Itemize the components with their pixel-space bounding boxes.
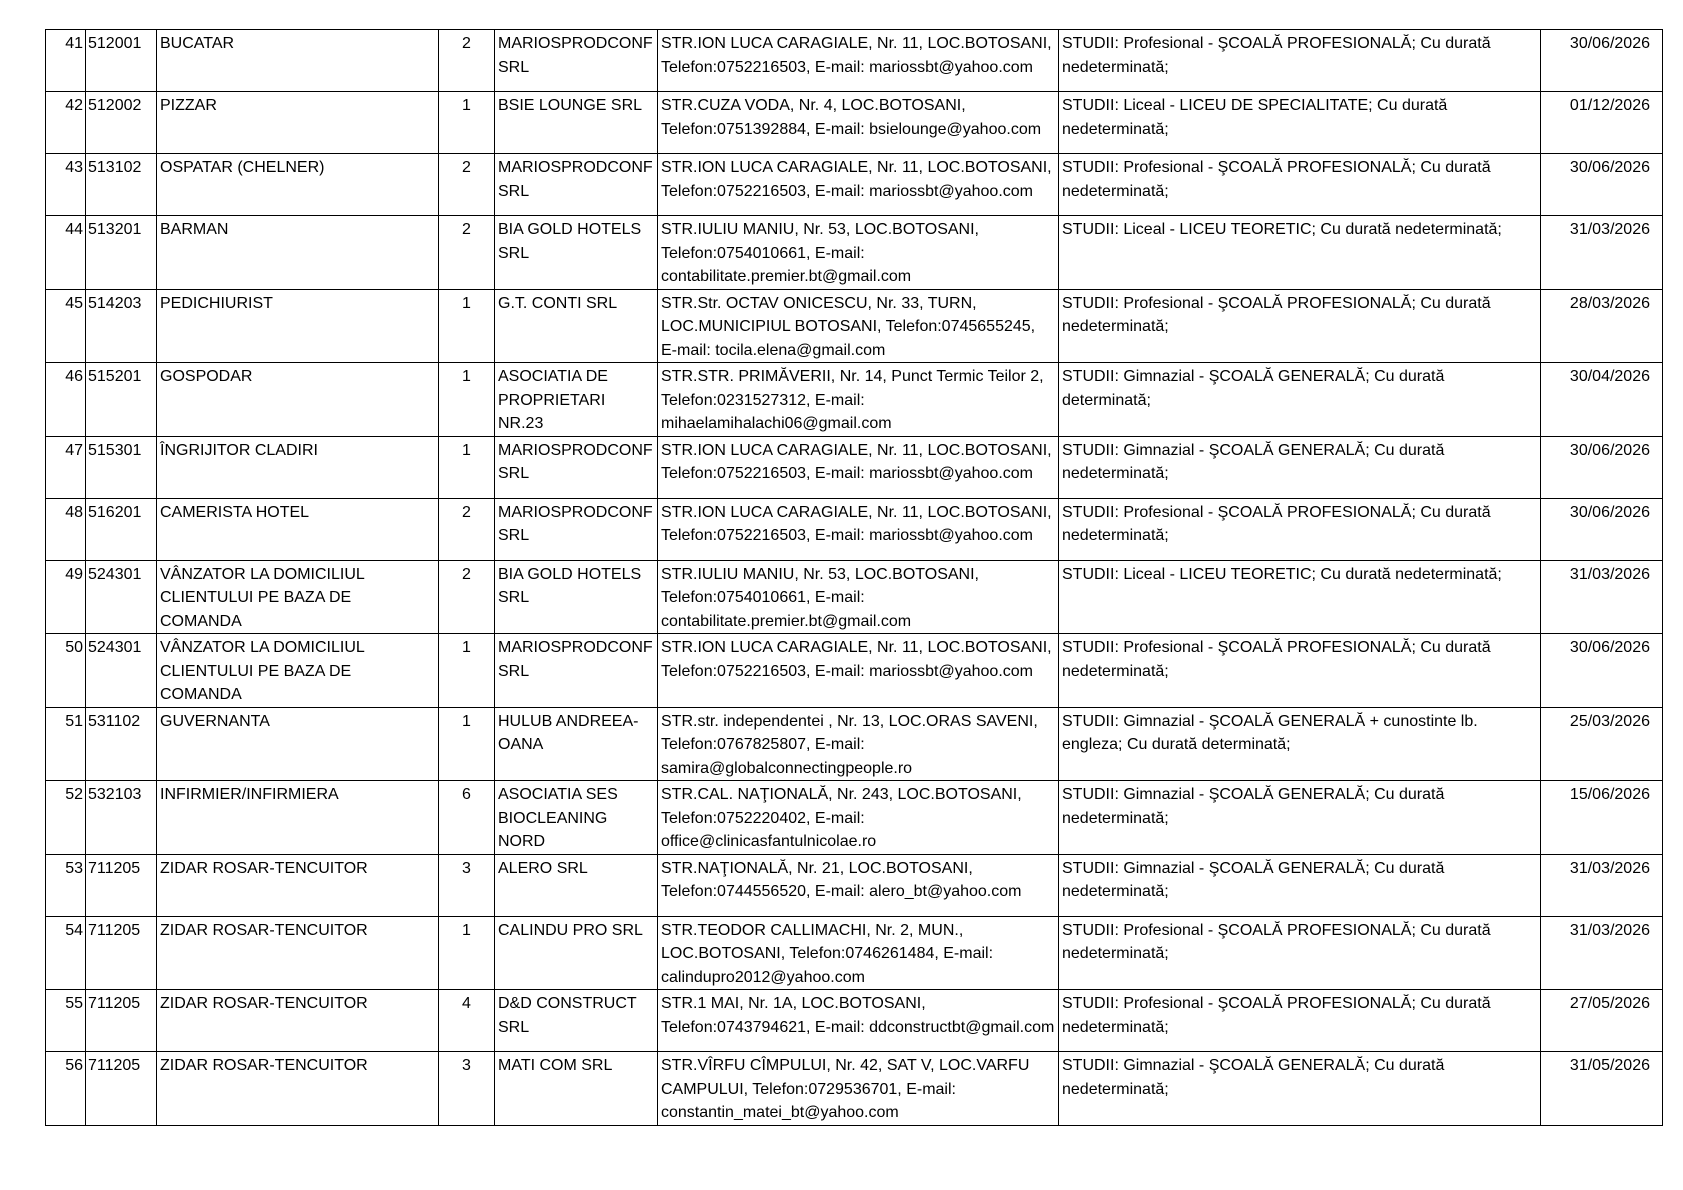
occupation-code: 513201 [86,216,157,290]
employer-contact: STR.ION LUCA CARAGIALE, Nr. 11, LOC.BOTOSANI, Telefon:0752216503, E-mail: mariossbt@yahoo.com [658,154,1059,216]
requirements: STUDII: Profesional - ŞCOALĂ PROFESIONALĂ; Cu durată nedeterminată; [1059,634,1541,708]
employer-name: MATI COM SRL [495,1052,658,1126]
occupation-name: ÎNGRIJITOR CLADIRI [157,436,439,498]
expiry-date: 31/03/2026 [1541,854,1663,916]
occupation-code: 711205 [86,1052,157,1126]
occupation-name: ZIDAR ROSAR-TENCUITOR [157,854,439,916]
row-number: 47 [46,436,86,498]
expiry-date: 30/06/2026 [1541,154,1663,216]
requirements: STUDII: Profesional - ŞCOALĂ PROFESIONALĂ; Cu durată nedeterminată; [1059,30,1541,92]
row-number: 49 [46,560,86,634]
employer-name: MARIOSPRODCONF SRL [495,30,658,92]
employer-name: MARIOSPRODCONF SRL [495,634,658,708]
row-number: 52 [46,781,86,855]
table-row [46,154,1663,216]
row-number: 46 [46,363,86,437]
expiry-date: 25/03/2026 [1541,707,1663,781]
table-row [46,634,1663,708]
occupation-name: OSPATAR (CHELNER) [157,154,439,216]
table-row [46,289,1663,363]
requirements: STUDII: Profesional - ŞCOALĂ PROFESIONALĂ; Cu durată nedeterminată; [1059,498,1541,560]
employer-contact: STR.CUZA VODA, Nr. 4, LOC.BOTOSANI, Telefon:0751392884, E-mail: bsielounge@yahoo.com [658,92,1059,154]
row-number: 51 [46,707,86,781]
row-number: 50 [46,634,86,708]
vacancy-count: 6 [439,781,495,855]
employer-contact: STR.ION LUCA CARAGIALE, Nr. 11, LOC.BOTOSANI, Telefon:0752216503, E-mail: mariossbt@yahoo.com [658,436,1059,498]
table-row [46,781,1663,855]
employer-contact: STR.STR. PRIMĂVERII, Nr. 14, Punct Termic Teilor 2, Telefon:0231527312, E-mail: mihaelamihalachi06@gmail.com [658,363,1059,437]
row-number: 45 [46,289,86,363]
table-row [46,707,1663,781]
requirements: STUDII: Profesional - ŞCOALĂ PROFESIONALĂ; Cu durată nedeterminată; [1059,289,1541,363]
vacancy-count: 1 [439,634,495,708]
occupation-name: ZIDAR ROSAR-TENCUITOR [157,990,439,1052]
occupation-code: 524301 [86,560,157,634]
requirements: STUDII: Gimnazial - ŞCOALĂ GENERALĂ + cunostinte lb. engleza; Cu durată determinată; [1059,707,1541,781]
occupation-code: 516201 [86,498,157,560]
requirements: STUDII: Profesional - ŞCOALĂ PROFESIONALĂ; Cu durată nedeterminată; [1059,916,1541,990]
employer-name: ASOCIATIA SES BIOCLEANING NORD [495,781,658,855]
row-number: 43 [46,154,86,216]
employer-contact: STR.ION LUCA CARAGIALE, Nr. 11, LOC.BOTOSANI, Telefon:0752216503, E-mail: mariossbt@yahoo.com [658,498,1059,560]
occupation-code: 711205 [86,854,157,916]
occupation-code: 711205 [86,916,157,990]
employer-contact: STR.IULIU MANIU, Nr. 53, LOC.BOTOSANI, Telefon:0754010661, E-mail: contabilitate.premier.bt@gmail.com [658,560,1059,634]
occupation-name: ZIDAR ROSAR-TENCUITOR [157,1052,439,1126]
row-number: 48 [46,498,86,560]
employer-name: HULUB ANDREEA-OANA [495,707,658,781]
requirements: STUDII: Gimnazial - ŞCOALĂ GENERALĂ; Cu durată nedeterminată; [1059,1052,1541,1126]
employer-contact: STR.Str. OCTAV ONICESCU, Nr. 33, TURN, LOC.MUNICIPIUL BOTOSANI, Telefon:0745655245, E-mail: tocila.elena@gmail.com [658,289,1059,363]
employer-contact: STR.CAL. NAŢIONALĂ, Nr. 243, LOC.BOTOSANI, Telefon:0752220402, E-mail: office@clinicasfantulnicolae.ro [658,781,1059,855]
employer-contact: STR.1 MAI, Nr. 1A, LOC.BOTOSANI, Telefon:0743794621, E-mail: ddconstructbt@gmail.com [658,990,1059,1052]
table-row [46,916,1663,990]
table-row [46,498,1663,560]
row-number: 44 [46,216,86,290]
table-row [46,1052,1663,1126]
occupation-code: 711205 [86,990,157,1052]
employer-name: BSIE LOUNGE SRL [495,92,658,154]
row-number: 56 [46,1052,86,1126]
requirements: STUDII: Liceal - LICEU TEORETIC; Cu durată nedeterminată; [1059,560,1541,634]
requirements: STUDII: Gimnazial - ŞCOALĂ GENERALĂ; Cu durată nedeterminată; [1059,436,1541,498]
expiry-date: 27/05/2026 [1541,990,1663,1052]
expiry-date: 30/06/2026 [1541,498,1663,560]
employer-contact: STR.str. independentei , Nr. 13, LOC.ORAS SAVENI, Telefon:0767825807, E-mail: samira@globalconnectingpeople.ro [658,707,1059,781]
vacancy-count: 2 [439,560,495,634]
occupation-name: PEDICHIURIST [157,289,439,363]
requirements: STUDII: Gimnazial - ŞCOALĂ GENERALĂ; Cu durată nedeterminată; [1059,854,1541,916]
occupation-name: INFIRMIER/INFIRMIERA [157,781,439,855]
row-number: 53 [46,854,86,916]
employer-name: MARIOSPRODCONF SRL [495,436,658,498]
employer-name: G.T. CONTI SRL [495,289,658,363]
occupation-code: 515201 [86,363,157,437]
employer-contact: STR.NAŢIONALĂ, Nr. 21, LOC.BOTOSANI, Telefon:0744556520, E-mail: alero_bt@yahoo.com [658,854,1059,916]
row-number: 42 [46,92,86,154]
vacancy-count: 2 [439,498,495,560]
table-row [46,990,1663,1052]
occupation-name: PIZZAR [157,92,439,154]
expiry-date: 30/06/2026 [1541,634,1663,708]
expiry-date: 30/04/2026 [1541,363,1663,437]
table-row [46,30,1663,92]
employer-name: MARIOSPRODCONF SRL [495,498,658,560]
employer-contact: STR.TEODOR CALLIMACHI, Nr. 2, MUN., LOC.BOTOSANI, Telefon:0746261484, E-mail: calindupro2012@yahoo.com [658,916,1059,990]
vacancy-count: 4 [439,990,495,1052]
employer-name: ALERO SRL [495,854,658,916]
table-row [46,560,1663,634]
expiry-date: 31/03/2026 [1541,216,1663,290]
vacancy-count: 1 [439,707,495,781]
vacancy-count: 2 [439,216,495,290]
job-vacancies-table [45,29,1663,1126]
occupation-name: CAMERISTA HOTEL [157,498,439,560]
occupation-code: 515301 [86,436,157,498]
expiry-date: 31/05/2026 [1541,1052,1663,1126]
occupation-code: 512002 [86,92,157,154]
occupation-code: 512001 [86,30,157,92]
vacancy-count: 1 [439,916,495,990]
expiry-date: 15/06/2026 [1541,781,1663,855]
employer-contact: STR.VÎRFU CÎMPULUI, Nr. 42, SAT V, LOC.VARFU CAMPULUI, Telefon:0729536701, E-mail: constantin_matei_bt@yahoo.com [658,1052,1059,1126]
vacancy-count: 1 [439,289,495,363]
occupation-code: 532103 [86,781,157,855]
employer-name: D&D CONSTRUCT SRL [495,990,658,1052]
occupation-code: 514203 [86,289,157,363]
occupation-name: VÂNZATOR LA DOMICILIUL CLIENTULUI PE BAZA DE COMANDA [157,634,439,708]
employer-name: CALINDU PRO SRL [495,916,658,990]
row-number: 41 [46,30,86,92]
table-row [46,92,1663,154]
table-row [46,436,1663,498]
vacancy-count: 2 [439,154,495,216]
employer-name: ASOCIATIA DE PROPRIETARI NR.23 [495,363,658,437]
expiry-date: 31/03/2026 [1541,560,1663,634]
vacancy-count: 1 [439,363,495,437]
occupation-name: ZIDAR ROSAR-TENCUITOR [157,916,439,990]
expiry-date: 31/03/2026 [1541,916,1663,990]
expiry-date: 30/06/2026 [1541,436,1663,498]
expiry-date: 30/06/2026 [1541,30,1663,92]
employer-contact: STR.IULIU MANIU, Nr. 53, LOC.BOTOSANI, Telefon:0754010661, E-mail: contabilitate.premier.bt@gmail.com [658,216,1059,290]
employer-name: BIA GOLD HOTELS SRL [495,560,658,634]
employer-contact: STR.ION LUCA CARAGIALE, Nr. 11, LOC.BOTOSANI, Telefon:0752216503, E-mail: mariossbt@yahoo.com [658,30,1059,92]
table-row [46,363,1663,437]
table-row [46,216,1663,290]
vacancy-count: 1 [439,436,495,498]
occupation-code: 524301 [86,634,157,708]
requirements: STUDII: Liceal - LICEU DE SPECIALITATE; Cu durată nedeterminată; [1059,92,1541,154]
vacancy-count: 3 [439,854,495,916]
table-row [46,854,1663,916]
employer-name: BIA GOLD HOTELS SRL [495,216,658,290]
requirements: STUDII: Liceal - LICEU TEORETIC; Cu durată nedeterminată; [1059,216,1541,290]
expiry-date: 01/12/2026 [1541,92,1663,154]
expiry-date: 28/03/2026 [1541,289,1663,363]
occupation-code: 531102 [86,707,157,781]
occupation-code: 513102 [86,154,157,216]
row-number: 54 [46,916,86,990]
occupation-name: BARMAN [157,216,439,290]
occupation-name: BUCATAR [157,30,439,92]
occupation-name: VÂNZATOR LA DOMICILIUL CLIENTULUI PE BAZA DE COMANDA [157,560,439,634]
occupation-name: GOSPODAR [157,363,439,437]
row-number: 55 [46,990,86,1052]
employer-name: MARIOSPRODCONF SRL [495,154,658,216]
occupation-name: GUVERNANTA [157,707,439,781]
requirements: STUDII: Gimnazial - ŞCOALĂ GENERALĂ; Cu durată nedeterminată; [1059,781,1541,855]
vacancy-count: 1 [439,92,495,154]
requirements: STUDII: Profesional - ŞCOALĂ PROFESIONALĂ; Cu durată nedeterminată; [1059,154,1541,216]
requirements: STUDII: Gimnazial - ŞCOALĂ GENERALĂ; Cu durată determinată; [1059,363,1541,437]
employer-contact: STR.ION LUCA CARAGIALE, Nr. 11, LOC.BOTOSANI, Telefon:0752216503, E-mail: mariossbt@yahoo.com [658,634,1059,708]
vacancy-count: 3 [439,1052,495,1126]
requirements: STUDII: Profesional - ŞCOALĂ PROFESIONALĂ; Cu durată nedeterminată; [1059,990,1541,1052]
vacancy-count: 2 [439,30,495,92]
